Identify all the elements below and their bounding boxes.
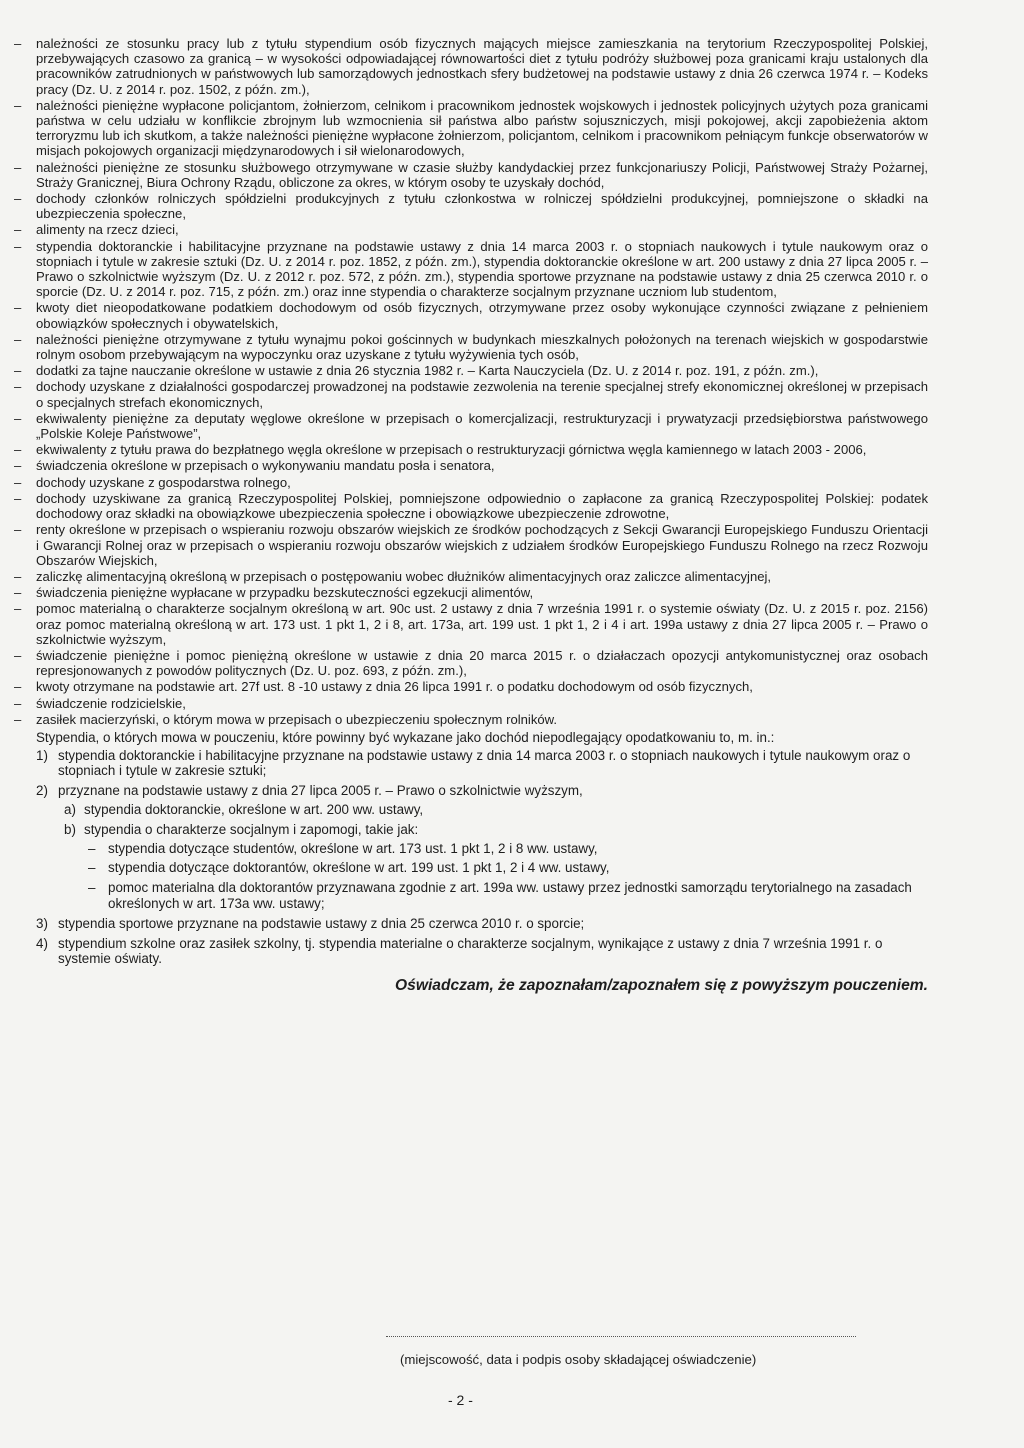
list-item: – pomoc materialną o charakterze socjalnym określoną w art. 90c ust. 2 ustawy z dnia 7 września 1991 r. o systemie oświaty (Dz. U. z 2015 r. poz. 2156) oraz pomoc materialną określoną w art. 173 ust. 1 pkt 1, 2 i 8, art. 173a, art. 199 ust. 1 pkt 1, 2 i 4 i art. 199a ustawy z dnia 27 lipca 2005 r. – Prawo o szkolnictwie wyższym, [14,601,928,647]
list-item: – zaliczkę alimentacyjną określoną w przepisach o postępowaniu wobec dłużników alimentacyjnych oraz zaliczce alimentacyjnej, [14,569,928,584]
list-item: – kwoty diet nieopodatkowane podatkiem dochodowym od osób fizycznych, otrzymywane przez osoby wykonujące czynności związane z pełnieniem obowiązków społecznych i obywatelskich, [14,300,928,330]
declaration-statement: Oświadczam, że zapoznałam/zapoznałem się z powyższym pouczeniem. [395,977,928,995]
list-item: – ekwiwalenty z tytułu prawa do bezpłatnego węgla określone w przepisach o restrukturyzacji górnictwa węgla kamiennego w latach 2003 - 2006, [14,442,928,457]
list-item: – kwoty otrzymane na podstawie art. 27f ust. 8 -10 ustawy z dnia 26 lipca 1991 r. o podatku dochodowym od osób fizycznych, [14,679,928,694]
item-text: przyznane na podstawie ustawy z dnia 27 lipca 2005 r. – Prawo o szkolnictwie wyższym, [58,783,583,799]
numbered-item [36,936,928,968]
list-item: – ekwiwalenty pieniężne za deputaty węglowe określone w przepisach o komercjalizacji, restrukturyzacji i prywatyzacji przedsiębiorstwa państwowego „Polskie Koleje Państwowe”, [14,411,928,441]
income-list [14,36,928,727]
item-marker: 1) [36,747,48,763]
list-item: – renty określone w przepisach o wspieraniu rozwoju obszarów wiejskich ze środków pochodzących z Sekcji Gwarancji Europejskiego Funduszu Orientacji i Gwarancji Rolnej oraz w przepisach o wspieraniu rozwoju obszarów wiejskich z udziałem środków Europejskiego Funduszu Rolnego na rzecz Rozwoju Obszarów Wiejskich, [14,522,928,568]
signature-line [386,1336,856,1337]
item-marker: 4) [36,935,48,951]
list-item: – świadczenia pieniężne wypłacane w przypadku bezskuteczności egzekucji alimentów, [14,585,928,600]
list-item: – świadczenie pieniężne i pomoc pieniężną określone w ustawie z dnia 20 marca 2015 r. o działaczach opozycji antykomunistycznej oraz osobach represjonowanych z powodów politycznych (Dz. U. poz. 693, z późn. zm.), [14,648,928,678]
item-text: stypendium szkolne oraz zasiłek szkolny, tj. stypendia materialne o charakterze socjalnym, wynikające z ustawy z dnia 7 września 1991 r. o systemie oświaty. [58,935,883,967]
list-item: – należności pieniężne ze stosunku służbowego otrzymywane w czasie służby kandydackiej przez funkcjonariuszy Policji, Państwowej Straży Pożarnej, Straży Granicznej, Biura Ochrony Rządu, obliczone za okres, w którym osoby te uzyskały dochód, [14,160,928,190]
scholarship-intro: Stypendia, o których mowa w pouczeniu, które powinny być wykazane jako dochód niepodlegający opodatkowaniu to, m. in.: [36,729,775,745]
list-item: – stypendia doktoranckie i habilitacyjne przyznane na podstawie ustawy z dnia 14 marca 2003 r. o stopniach naukowych i tytule naukowym oraz o stopniach i tytule w zakresie sztuki (Dz. U. z 2014 r. poz. 1852, z późn. zm.), stypendia doktoranckie określone w art. 200 ustawy z dnia 27 lipca 2005 r. – Prawo o szkolnictwie wyższym (Dz. U. z 2012 r. poz. 572, z późn. zm.), stypendia sportowe przyznane na podstawie ustawy z dnia 25 czerwca 2010 r. o sporcie (Dz. U. z 2014 r. poz. 715, z późn. zm.) oraz inne stypendia o charakterze socjalnym przyznane uczniom lub studentom, [14,239,928,300]
item-text: stypendia doktoranckie i habilitacyjne przyznane na podstawie ustawy z dnia 14 marca 2003 r. o stopniach naukowych i tytule naukowym oraz o stopniach i tytule w zakresie sztuki; [58,747,911,779]
list-item: – dochody uzyskiwane za granicą Rzeczypospolitej Polskiej, pomniejszone odpowiednio o zapłacone za granicą Rzeczypospolitej Polskiej: podatek dochodowy oraz składki na obowiązkowe ubezpieczenia społeczne i obowiązkowe ubezpieczenie zdrowotne, [14,491,928,521]
item-text: stypendia sportowe przyznane na podstawie ustawy z dnia 25 czerwca 2010 r. o sporcie; [58,915,585,931]
list-item: – dochody uzyskane z gospodarstwa rolnego, [14,475,928,490]
list-item: – należności pieniężne otrzymywane z tytułu wynajmu pokoi gościnnych w budynkach mieszkalnych położonych na terenach wiejskich w gospodarstwie rolnym osobom przebywającym na wypoczynku oraz uzyskane z tytułu wyżywienia tych osób, [14,332,928,362]
item-marker: 3) [36,915,48,931]
list-item: – stypendia dotyczące doktorantów, określone w art. 199 ust. 1 pkt 1, 2 i 4 ww. ustawy, [84,860,928,876]
numbered-item [36,748,928,780]
item-marker: 2) [36,783,48,799]
list-item: – dochody uzyskane z działalności gospodarczej prowadzonej na podstawie zezwolenia na terenie specjalnej strefy ekonomicznej określonej w przepisach o specjalnych strefach ekonomicznych, [14,379,928,409]
page-number: - 2 - [448,1392,473,1408]
sub-item [64,822,928,912]
sub-marker: b) [64,821,76,837]
list-item: – świadczenie rodzicielskie, [14,696,928,711]
subsub-list [84,841,928,912]
signature-caption: (miejscowość, data i podpis osoby składającej oświadczenie) [400,1352,757,1367]
numbered-item [36,916,928,932]
sub-marker: a) [64,801,76,817]
list-item: – należności pieniężne wypłacone policjantom, żołnierzom, celnikom i pracownikom jednostek wojskowych i jednostek policyjnych użytych poza granicami państwa w celu udziału w konflikcie zbrojnym lub wzmocnienia sił państwa albo państw sojuszniczych, misji pokojowej, akcji zapobieżenia aktom terroryzmu lub ich skutkom, a także należności pieniężne wypłacone żołnierzom, policjantom, celnikom i pracownikom pełniącym funkcje obserwatorów w misjach pokojowych organizacji międzynarodowych i sił wielonarodowych, [14,98,928,159]
list-item: – pomoc materialna dla doktorantów przyznawana zgodnie z art. 199a ww. ustawy przez jednostki samorządu terytorialnego na zasadach określonych w art. 173a ww. ustawy; [84,880,928,912]
list-item: – zasiłek macierzyński, o którym mowa w przepisach o ubezpieczeniu społecznym rolników. [14,712,928,727]
list-item: – świadczenia określone w przepisach o wykonywaniu mandatu posła i senatora, [14,458,928,473]
sub-item [64,802,928,818]
list-item: – alimenty na rzecz dzieci, [14,222,928,237]
list-item: – stypendia dotyczące studentów, określone w art. 173 ust. 1 pkt 1, 2 i 8 ww. ustawy, [84,841,928,857]
sub-text: stypendia doktoranckie, określone w art. 200 ww. ustawy, [84,801,424,817]
sub-text: stypendia o charakterze socjalnym i zapomogi, takie jak: [84,821,419,837]
list-item: – dodatki za tajne nauczanie określone w ustawie z dnia 26 stycznia 1982 r. – Karta Nauczyciela (Dz. U. z 2014 r. poz. 191, z późn. zm.), [14,363,928,378]
sub-list [64,802,928,912]
numbered-item [36,783,928,912]
scholarship-list [36,748,928,968]
list-item: – dochody członków rolniczych spółdzielni produkcyjnych z tytułu członkostwa w rolniczej spółdzielni produkcyjnej, pomniejszone o składki na ubezpieczenia społeczne, [14,191,928,221]
list-item: – należności ze stosunku pracy lub z tytułu stypendium osób fizycznych mających miejsce zamieszkania na terytorium Rzeczypospolitej Polskiej, przebywających czasowo za granicą – w wysokości odpowiadającej równowartości diet z tytułu podróży służbowej poza granicami kraju ustalonych dla pracowników zatrudnionych w państwowych lub samorządowych jednostkach sfery budżetowej na podstawie ustawy z dnia 26 czerwca 1974 r. – Kodeks pracy (Dz. U. z 2014 r. poz. 1502, z późn. zm.), [14,36,928,97]
